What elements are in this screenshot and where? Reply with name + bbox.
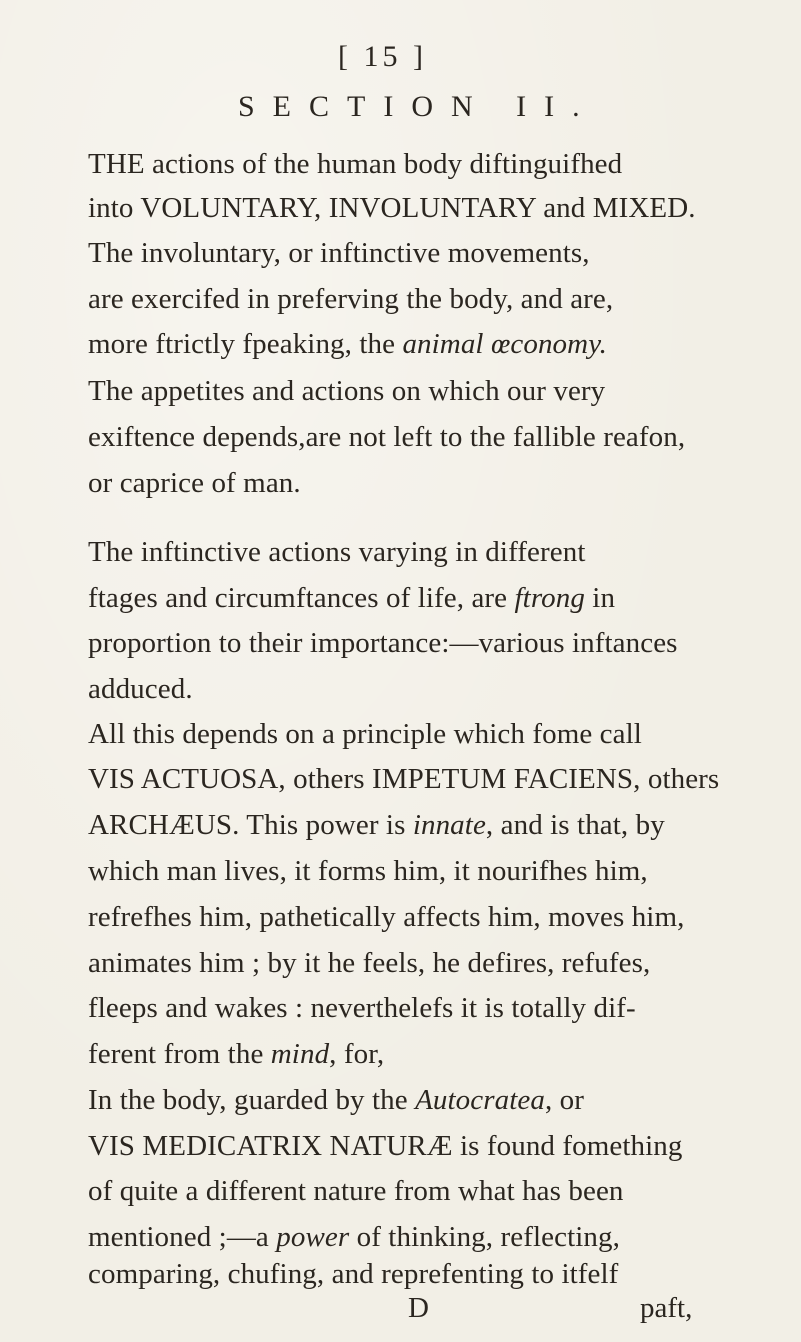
text-line: more ftrictly fpeaking, the animal œconomy. [88, 328, 607, 360]
italic-term: power [276, 1221, 350, 1253]
text-line: ftages and circumftances of life, are ftrong in [88, 582, 616, 614]
text-line: ARCHÆUS. This power is innate, and is that, by [88, 809, 665, 841]
text-line: proportion to their importance:—various inftances [88, 627, 678, 659]
text-line: of quite a different nature from what has been [88, 1175, 624, 1207]
text-line: comparing, chufing, and reprefenting to itfelf [88, 1258, 619, 1290]
text-line: In the body, guarded by the Autocratea, or [88, 1084, 585, 1116]
signature-mark: D [408, 1292, 429, 1324]
text-line: ferent from the mind, for, [88, 1038, 385, 1070]
text-line: All this depends on a principle which fome call [88, 718, 642, 750]
text-line: VIS ACTUOSA, others IMPETUM FACIENS, others [88, 763, 720, 795]
text-line: refrefhes him, pathetically affects him, moves him, [88, 901, 685, 933]
text-line: The involuntary, or inftinctive movements, [88, 237, 590, 269]
text-line: or caprice of man. [88, 467, 301, 499]
text-line: animates him ; by it he feels, he defires, refufes, [88, 947, 651, 979]
italic-term: ftrong [514, 582, 585, 614]
italic-term: mind [270, 1038, 330, 1070]
text-line: into VOLUNTARY, INVOLUNTARY and MIXED. [88, 192, 696, 224]
text-line: fleeps and wakes : neverthelefs it is totally dif- [88, 992, 636, 1024]
text-line: exiftence depends,are not left to the fallible reafon, [88, 421, 686, 453]
text-line: are exercifed in preferving the body, and are, [88, 283, 614, 315]
text-line: which man lives, it forms him, it nourifhes him, [88, 855, 648, 887]
text-line: The inftinctive actions varying in different [88, 536, 586, 568]
italic-term: Autocratea [415, 1084, 545, 1116]
text-line: THE actions of the human body diftinguifhed [88, 148, 623, 180]
page-number: [ 15 ] [338, 40, 427, 73]
text-line: mentioned ;—a power of thinking, reflecting, [88, 1221, 620, 1253]
section-heading: SECTION II. [238, 90, 598, 123]
text-line: VIS MEDICATRIX NATURÆ is found fomething [88, 1130, 683, 1162]
italic-term: animal œconomy. [402, 328, 607, 360]
text-line: The appetites and actions on which our very [88, 375, 606, 407]
catchword: paft, [640, 1292, 693, 1324]
text-line: adduced. [88, 673, 193, 705]
italic-term: innate [412, 809, 486, 841]
